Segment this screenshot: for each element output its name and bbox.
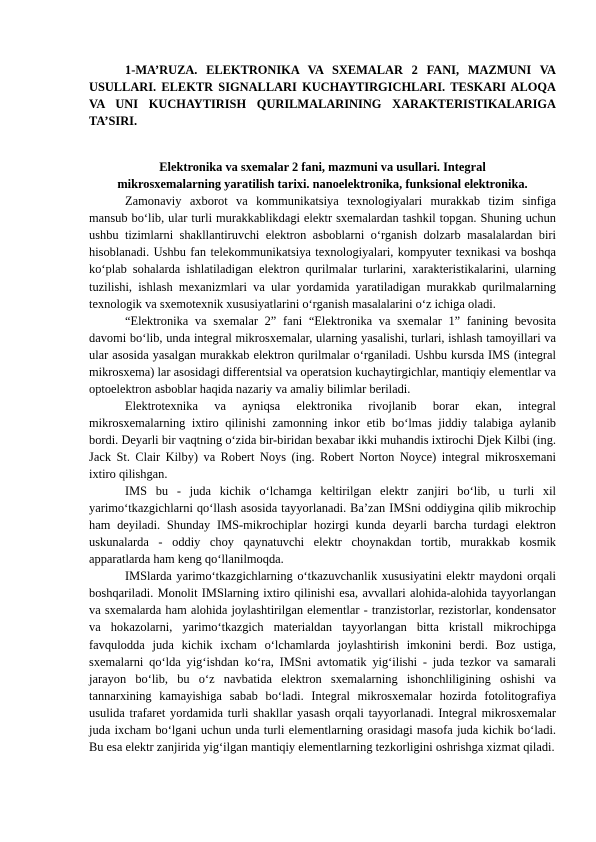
lecture-title: 1-MA’RUZA. ELEKTRONIKA VA SXEMALAR 2 FANI, MAZMUNI VA USULLARI. ELEKTR SIGNALLARI KUCHAYTIRGICHLARI. TESKARI ALOQA VA UNI KUCHAYTIRISH QURILMALARINING XARAKTERISTIKALARIGA TA’SIRI. <box>89 63 556 129</box>
body-paragraph: Elektrotexnika va ayniqsa elektronika rivojlanib borar ekan, integral mikrosxemalarning ixtiro qilinishi zamonning inkor etib bo‘lmas jiddiy talabiga aylanib bordi. Deyarli bir vaqtning o‘zida bir-biridan bexabar ikki muhandis ixtirochi Djek Kilbi (ing. Jack St. Clair Kilby) va Robert Noys (ing. Robert Norton Noyce) integral mikrosxemani ixtiro qilishgan. <box>89 398 556 482</box>
body-paragraph: IMSlarda yarimo‘tkazgichlarning o‘tkazuvchanlik xususiyatini elektr maydoni orqali boshqariladi. Monolit IMSlarning ixtiro qilinishi esa, avvallari alohida-alohida tayyorlangan va sxemalarda ham alohida joylashtirilgan elementlar - tranzistorlar, rezistorlar, kondensator va hokazolarni, yarimo‘tkazgich materialdan tayyorlangan bitta kristall mikrochipga favqulodda juda kichik ixcham o‘lchamlarda joylashtirish imkonini berdi. Boz ustiga, sxemalarni qo‘lda yig‘ishdan ko‘ra, IMSni avtomatik yig‘ilishi - juda tezkor va samarali jarayon bo‘lib, bu o‘z navbatida elektron sxemalarning ishonchliligining oshishi va tannarxining kamayishiga sabab bo‘ladi. Integral mikrosxemalar hozirda fotolitografiya usulida trafaret yordamida turli shakllar yasash orqali tayyorlanadi. Integral mikrosxemalar juda ixcham bo‘lgani uchun unda turli elementlarning orasidagi masofa juda kichik bo‘ladi. Bu esa elektr zanjirida yig‘ilgan mantiqiy elementlarning tezkorligini oshrishga xizmat qiladi. <box>89 569 556 754</box>
body-paragraph: Zamonaviy axborot va kommunikatsiya texnologiyalari murakkab tizim sinfiga mansub bo‘lib, ular turli murakkablikdagi elektr sxemalardan tashkil topgan. Shuning uchun ushbu tizimlarni shakllantiruvchi elektron asboblarni o‘rganish dolzarb masalalardan biri hisoblanadi. Ushbu fan telekommunikatsiya texnologiyalari, kompyuter texnikasi va boshqa ko‘plab sohalarda ishlatiladigan elektron qurilmalar turlarini, xarakteristikalarini, ularning tuzilishi, ishlash mexanizmlari va ular yordamida yaratiladigan murakkab qurilmalarning texnologik va sxemotexnik xususiyatlarini o‘rganish masalalarini o‘z ichiga oladi. <box>89 194 556 311</box>
section-heading <box>89 159 556 193</box>
document-page <box>89 62 556 756</box>
body-paragraph: IMS bu - juda kichik o‘lchamga keltirilgan elektr zanjiri bo‘lib, u turli xil yarimo‘tkazgichlarni qo‘llash asosida tayyorlanadi. Ba’zan IMSni oddiygina qilib mikrochip ham deyiladi. Shunday IMS-mikrochiplar hozirgi kunda deyarli barcha turdagi elektron uskunalarda - oddiy choy qaynatuvchi elektr choynakdan tortib, murakkab kosmik apparatlarda ham keng qo‘llanilmoqda. <box>89 484 556 567</box>
section-heading-line-1: Elektronika va sxemalar 2 fani, mazmuni va usullari. Integral <box>159 160 486 175</box>
body-paragraph: “Elektronika va sxemalar 2” fani “Elektronika va sxemalar 1” fanining bevosita davomi bo‘lib, unda integral mikrosxemalar, ularning yasalishi, turlari, ishlash tamoyillari va ular asosida yasalgan murakkab elektron qurilmalar o‘rganiladi. Ushbu kursda IMS (integral mikrosxema) lar asosidagi differentsial va operatsion kuchaytirgichlar, mantiqiy elementlar va optoelektron asboblar haqida nazariy va amaliy bilimlar beriladi. <box>89 313 556 396</box>
section-heading-line-2: mikrosxemalarning yaratilish tarixi. nanoelektronika, funksional elektronika. <box>117 177 528 192</box>
